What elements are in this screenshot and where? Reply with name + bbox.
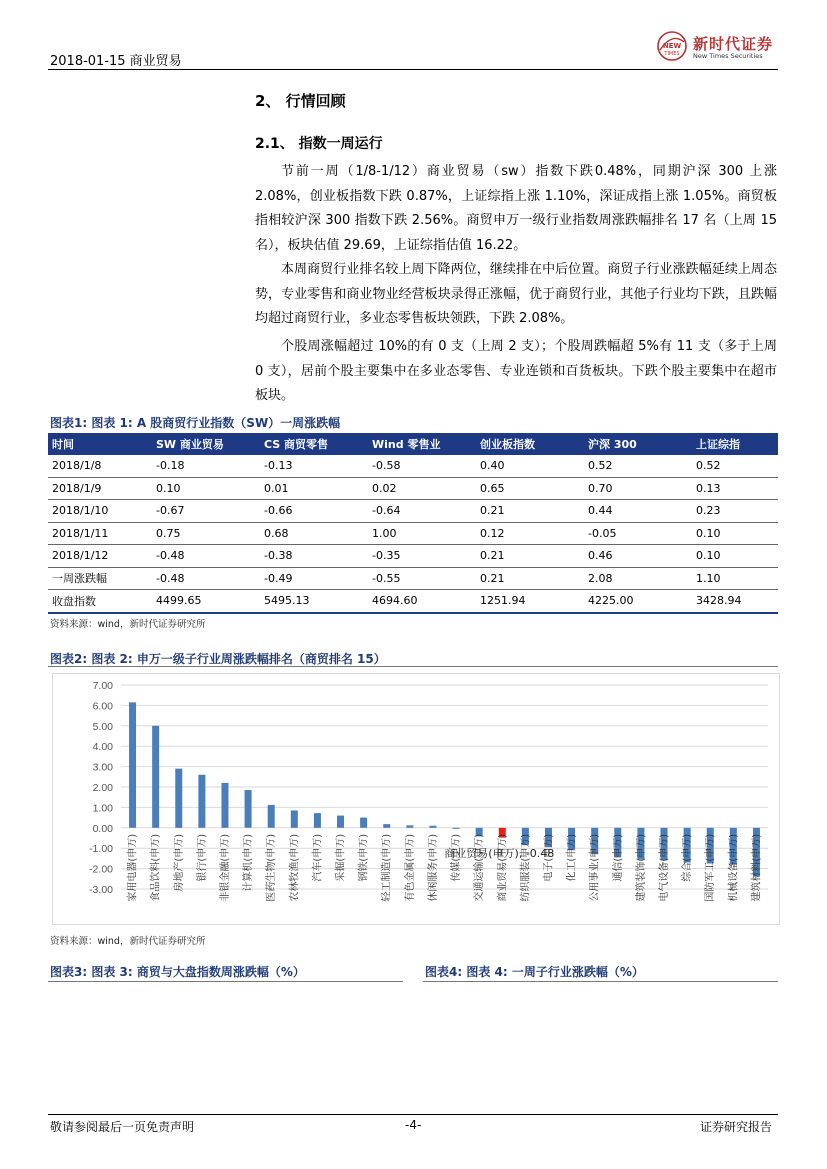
category-label: 钢铁(申万) bbox=[358, 833, 370, 882]
category-label: 汽车(申万) bbox=[312, 833, 324, 882]
table-cell: 0.13 bbox=[692, 477, 778, 500]
table-cell: 0.44 bbox=[584, 500, 692, 523]
table-cell: -0.48 bbox=[152, 545, 260, 568]
table-cell: 0.40 bbox=[476, 455, 584, 477]
header-date-sector: 2018-01-15 商业贸易 bbox=[50, 54, 182, 69]
category-label: 交通运输(申万) bbox=[474, 833, 486, 902]
table-cell: 0.10 bbox=[152, 477, 260, 500]
category-label: 传媒(申万) bbox=[451, 833, 463, 882]
y-tick-label: 7.00 bbox=[92, 680, 113, 692]
table-cell: 4225.00 bbox=[584, 590, 692, 613]
footer-report-type: 证券研究报告 bbox=[700, 1120, 773, 1134]
paragraph-3: 个股周涨幅超过 10%的有 0 支（上周 2 支）；个股周跌幅超 5%有 11 支（多于上周 0 支），居前个股主要集中在多业态零售、专业连锁和百货板块。下跌个股主要集中在超市板块。 bbox=[255, 339, 777, 403]
logo-chinese-name: 新时代证券 bbox=[693, 35, 774, 53]
category-label: 休闲服务(申万) bbox=[427, 833, 439, 902]
bar bbox=[291, 810, 298, 827]
col-header: 上证综指 bbox=[692, 433, 778, 455]
category-label: 医药生物(申万) bbox=[266, 833, 278, 902]
fig1-table bbox=[48, 433, 778, 614]
category-label: 化工(申万) bbox=[566, 833, 578, 882]
table-cell: -0.49 bbox=[260, 567, 368, 590]
table-row bbox=[48, 500, 778, 523]
fig2-bar-chart bbox=[53, 674, 779, 924]
col-header: SW 商业贸易 bbox=[152, 433, 260, 455]
table-cell: 0.52 bbox=[692, 455, 778, 477]
table-cell: 2018/1/10 bbox=[48, 500, 152, 523]
fig1-source: 资料来源：wind，新时代证券研究所 bbox=[50, 619, 206, 630]
table-cell: 0.02 bbox=[368, 477, 476, 500]
fig1-title: 图表1: 图表 1: A 股商贸行业指数（SW）一周涨跌幅 bbox=[50, 416, 341, 430]
fig2-title-rule bbox=[48, 666, 778, 667]
category-label: 商业贸易(申万) bbox=[497, 833, 509, 902]
category-label: 轻工制造(申万) bbox=[381, 833, 393, 902]
col-header: 时间 bbox=[48, 433, 152, 455]
y-tick-label: 1.00 bbox=[92, 802, 113, 815]
table-cell: 1.10 bbox=[692, 567, 778, 590]
bar bbox=[268, 805, 275, 828]
bar bbox=[406, 825, 413, 827]
table-cell: -0.66 bbox=[260, 500, 368, 523]
table-cell: 收盘指数 bbox=[48, 590, 152, 613]
category-label: 公用事业(申万) bbox=[589, 833, 601, 902]
table-cell: 0.70 bbox=[584, 477, 692, 500]
table-cell: 0.10 bbox=[692, 545, 778, 568]
table-row bbox=[48, 590, 778, 613]
table-cell: 0.10 bbox=[692, 522, 778, 545]
table-header-row bbox=[48, 433, 778, 455]
table-cell: -0.38 bbox=[260, 545, 368, 568]
table-cell: -0.18 bbox=[152, 455, 260, 477]
table-cell: 0.75 bbox=[152, 522, 260, 545]
table-row bbox=[48, 567, 778, 590]
y-tick-label: 2.00 bbox=[92, 782, 113, 794]
bar bbox=[129, 702, 136, 827]
table-row bbox=[48, 455, 778, 477]
table-cell: 2018/1/9 bbox=[48, 477, 152, 500]
table-cell: 1251.94 bbox=[476, 590, 584, 613]
table-cell: -0.13 bbox=[260, 455, 368, 477]
category-label: 综合(申万) bbox=[682, 833, 694, 882]
y-tick-label: 4.00 bbox=[92, 741, 113, 754]
category-label: 电子(申万) bbox=[543, 833, 555, 882]
table-cell: 0.21 bbox=[476, 500, 584, 523]
col-header: Wind 零售业 bbox=[368, 433, 476, 455]
bar bbox=[245, 790, 252, 828]
y-tick-label: -2.00 bbox=[89, 863, 113, 876]
table-cell: 0.68 bbox=[260, 522, 368, 545]
table-cell: 3428.94 bbox=[692, 590, 778, 613]
table-cell: 0.46 bbox=[584, 545, 692, 568]
logo-emblem-icon bbox=[655, 30, 689, 62]
table-cell: 2018/1/12 bbox=[48, 545, 152, 568]
table-cell: 0.12 bbox=[476, 522, 584, 545]
bar bbox=[429, 826, 436, 828]
y-tick-label: 6.00 bbox=[92, 700, 113, 713]
bar bbox=[383, 824, 390, 828]
fig4-title-rule bbox=[423, 981, 778, 982]
table-cell: -0.67 bbox=[152, 500, 260, 523]
table-cell: 0.21 bbox=[476, 545, 584, 568]
category-label: 采掘(申万) bbox=[335, 833, 347, 882]
bar bbox=[152, 726, 159, 828]
fig4-title: 图表4: 图表 4: 一周子行业涨跌幅（%） bbox=[425, 965, 644, 979]
category-label: 计算机(申万) bbox=[243, 833, 255, 892]
footer-disclaimer: 敬请参阅最后一页免责声明 bbox=[50, 1120, 195, 1134]
table-cell: 4694.60 bbox=[368, 590, 476, 613]
fig2-title: 图表2: 图表 2: 申万一级子行业周涨跌幅排名（商贸排名 15） bbox=[50, 652, 386, 666]
svg-text:NEW: NEW bbox=[662, 42, 682, 50]
y-tick-label: 3.00 bbox=[92, 761, 113, 774]
subsection-heading: 2.1、 指数一周运行 bbox=[255, 136, 383, 152]
table-cell: 2.08 bbox=[584, 567, 692, 590]
bar bbox=[198, 775, 205, 828]
bar bbox=[175, 769, 182, 828]
category-label: 电气设备(申万) bbox=[659, 833, 671, 902]
category-label: 机械设备(申万) bbox=[728, 833, 740, 902]
category-label: 房地产(申万) bbox=[173, 833, 185, 892]
category-label: 纺织服装(申万) bbox=[520, 833, 532, 902]
category-label: 建筑装饰(申万) bbox=[635, 833, 647, 902]
bar bbox=[453, 828, 460, 829]
y-tick-label: -3.00 bbox=[89, 884, 113, 896]
category-label: 家用电器(申万) bbox=[127, 833, 139, 902]
footer-page-number: -4- bbox=[405, 1118, 422, 1132]
fig3-title: 图表3: 图表 3: 商贸与大盘指数周涨跌幅（%） bbox=[50, 965, 305, 979]
category-label: 国防军工(申万) bbox=[705, 833, 717, 902]
table-cell: 0.52 bbox=[584, 455, 692, 477]
table-row bbox=[48, 477, 778, 500]
y-tick-label: 5.00 bbox=[92, 720, 113, 733]
table-cell: 一周涨跌幅 bbox=[48, 567, 152, 590]
y-tick-label: 0.00 bbox=[92, 822, 113, 835]
y-tick-label: -1.00 bbox=[89, 843, 113, 856]
table-cell: 1.00 bbox=[368, 522, 476, 545]
table-cell: 2018/1/11 bbox=[48, 522, 152, 545]
category-label: 建筑材料(申万) bbox=[751, 833, 763, 902]
svg-text:TIMES: TIMES bbox=[664, 51, 680, 57]
table-cell: -0.58 bbox=[368, 455, 476, 477]
table-cell: -0.48 bbox=[152, 567, 260, 590]
table-cell: -0.35 bbox=[368, 545, 476, 568]
category-label: 有色金属(申万) bbox=[404, 833, 416, 902]
bar bbox=[337, 816, 344, 828]
section-heading: 2、 行情回顾 bbox=[255, 92, 346, 110]
col-header: 创业板指数 bbox=[476, 433, 584, 455]
fig2-source: 资料来源：wind，新时代证券研究所 bbox=[50, 936, 206, 947]
header-divider bbox=[48, 69, 778, 70]
category-label: 银行(申万) bbox=[196, 833, 208, 882]
category-label: 通信(申万) bbox=[612, 833, 624, 882]
paragraph-1: 节前一周（1/8-1/12）商业贸易（sw）指数下跌0.48%，同期沪深 300 上涨2.08%，创业板指数下跌 0.87%，上证综指上涨 1.10%，深证成指上涨 1.05%。商贸板指相较沪深 300 指数下跌 2.56%。商贸申万一级行业指数周涨跌幅排名 17 名（上周 15 名），板块估值 29.69，上证综指估值 16.22。 bbox=[255, 164, 777, 253]
paragraph-2: 本周商贸行业排名较上周下降两位，继续排在中后位置。商贸子行业涨跌幅延续上周态势，专业零售和商业物业经营板块录得正涨幅，优于商贸行业，其他子行业均下跌，且跌幅均超过商贸行业，多业态零售板块领跌，下跌 2.08%。 bbox=[255, 262, 777, 326]
logo-english-name: New Times Securities bbox=[693, 52, 763, 60]
category-label: 农林牧渔(申万) bbox=[289, 833, 301, 902]
footer-divider bbox=[48, 1114, 778, 1115]
table-cell: -0.05 bbox=[584, 522, 692, 545]
highlight-annotation: 商业贸易(申万), -0.48 bbox=[444, 846, 555, 860]
col-header: 沪深 300 bbox=[584, 433, 692, 455]
fig3-title-rule bbox=[48, 981, 403, 982]
table-cell: -0.64 bbox=[368, 500, 476, 523]
table-cell: 2018/1/8 bbox=[48, 455, 152, 477]
bar bbox=[221, 783, 228, 828]
table-cell: 0.65 bbox=[476, 477, 584, 500]
table-cell: 0.23 bbox=[692, 500, 778, 523]
bar bbox=[360, 818, 367, 828]
bar bbox=[314, 813, 321, 828]
table-cell: 4499.65 bbox=[152, 590, 260, 613]
table-cell: 0.21 bbox=[476, 567, 584, 590]
table-row bbox=[48, 522, 778, 545]
table-row bbox=[48, 545, 778, 568]
fig2-chart-frame bbox=[52, 673, 780, 925]
table-cell: -0.55 bbox=[368, 567, 476, 590]
category-label: 食品饮料(申万) bbox=[150, 833, 162, 902]
company-logo bbox=[655, 30, 780, 64]
table-cell: 0.01 bbox=[260, 477, 368, 500]
table-cell: 5495.13 bbox=[260, 590, 368, 613]
col-header: CS 商贸零售 bbox=[260, 433, 368, 455]
category-label: 非银金融(申万) bbox=[219, 833, 231, 902]
